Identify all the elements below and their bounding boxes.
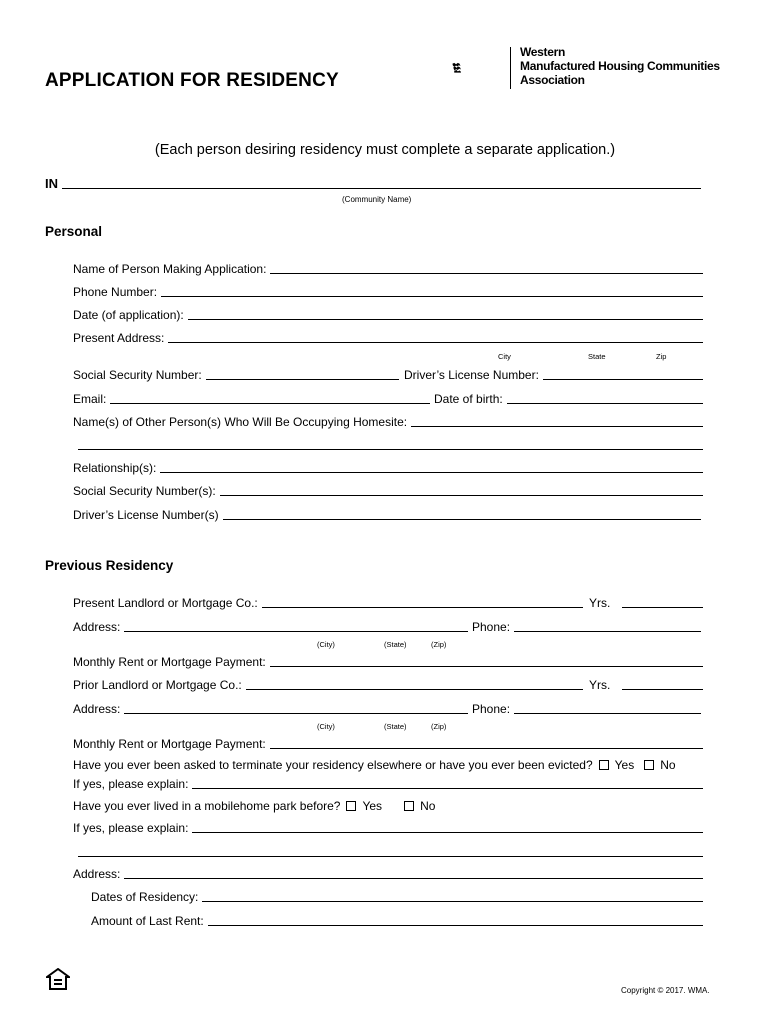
dates-of-residency-line[interactable]	[202, 890, 703, 902]
park-address-field[interactable]	[73, 867, 703, 881]
applicant-name-line[interactable]	[270, 262, 703, 274]
logo-line-3: Association	[520, 73, 585, 87]
previous-phone-1-field[interactable]	[472, 620, 701, 634]
dates-of-residency-field[interactable]	[91, 890, 703, 904]
other-ssns-field[interactable]	[73, 484, 703, 498]
previous-phone-2-label: Phone:	[472, 702, 511, 716]
previous-address-1-label: Address:	[73, 620, 121, 634]
monthly-rent-1-line[interactable]	[270, 655, 703, 667]
page-title: APPLICATION FOR RESIDENCY	[45, 70, 339, 91]
park-address-line[interactable]	[124, 867, 703, 879]
present-landlord-label: Present Landlord or Mortgage Co.:	[73, 596, 258, 610]
date-of-birth-field[interactable]	[434, 392, 703, 406]
previous-address-1-line[interactable]	[124, 620, 468, 632]
applicant-name-field[interactable]	[73, 262, 703, 276]
present-landlord-years-field[interactable]	[589, 596, 703, 610]
previous-phone-2-field[interactable]	[472, 702, 701, 716]
present-landlord-years-label: Yrs.	[589, 596, 611, 610]
dates-of-residency-label: Dates of Residency:	[91, 890, 199, 904]
eviction-no-label: No	[660, 758, 676, 772]
ssn-label: Social Security Number:	[73, 368, 202, 382]
monthly-rent-1-label: Monthly Rent or Mortgage Payment:	[73, 655, 266, 669]
zip-caption: Zip	[656, 352, 667, 361]
mobilehome-yes-label: Yes	[362, 799, 383, 813]
application-date-field[interactable]	[73, 308, 703, 322]
other-occupants-field[interactable]	[73, 415, 703, 429]
equal-housing-icon	[46, 968, 70, 990]
eviction-explain-line[interactable]	[192, 777, 703, 789]
mobilehome-question: Have you ever lived in a mobilehome park before?	[73, 799, 341, 813]
other-drivers-licenses-line[interactable]	[223, 508, 701, 520]
section-personal: Personal	[45, 224, 103, 239]
prior-landlord-years-line[interactable]	[622, 678, 703, 690]
zip-caption-2: (Zip)	[431, 722, 447, 731]
section-previous-residency: Previous Residency	[45, 558, 174, 573]
present-landlord-field[interactable]	[73, 596, 583, 610]
community-name-line[interactable]	[62, 177, 701, 189]
logo-text	[520, 45, 720, 87]
previous-address-1-field[interactable]	[73, 620, 468, 634]
application-date-line[interactable]	[188, 308, 703, 320]
other-ssns-line[interactable]	[220, 484, 703, 496]
date-of-birth-line[interactable]	[507, 392, 703, 404]
last-rent-line[interactable]	[208, 914, 703, 926]
logo-line-2: Manufactured Housing Communities	[520, 59, 720, 73]
present-address-field[interactable]	[73, 331, 703, 345]
monthly-rent-2-label: Monthly Rent or Mortgage Payment:	[73, 737, 266, 751]
date-of-birth-label: Date of birth:	[434, 392, 503, 406]
email-field[interactable]	[73, 392, 430, 406]
mobilehome-explain-line[interactable]	[192, 821, 703, 833]
applicant-name-label: Name of Person Making Application:	[73, 262, 267, 276]
relationships-label: Relationship(s):	[73, 461, 157, 475]
previous-phone-1-label: Phone:	[472, 620, 511, 634]
other-drivers-licenses-label: Driver’s License Number(s)	[73, 508, 219, 522]
state-caption: State	[588, 352, 606, 361]
city-caption-2: (City)	[317, 722, 335, 731]
email-label: Email:	[73, 392, 107, 406]
prior-landlord-field[interactable]	[73, 678, 583, 692]
mobilehome-question-row	[73, 799, 473, 813]
previous-phone-2-line[interactable]	[514, 702, 701, 714]
present-landlord-years-line[interactable]	[622, 596, 703, 608]
eviction-yes-label: Yes	[614, 758, 635, 772]
prior-landlord-years-label: Yrs.	[589, 678, 611, 692]
eviction-no-checkbox[interactable]	[644, 760, 654, 770]
previous-address-2-line[interactable]	[124, 702, 468, 714]
mobilehome-explain-field[interactable]	[73, 821, 703, 835]
state-caption-1: (State)	[384, 640, 407, 649]
application-date-label: Date (of application):	[73, 308, 184, 322]
zip-caption-1: (Zip)	[431, 640, 447, 649]
eviction-yes-checkbox[interactable]	[599, 760, 609, 770]
present-landlord-line[interactable]	[262, 596, 583, 608]
last-rent-label: Amount of Last Rent:	[91, 914, 204, 928]
eviction-question: Have you ever been asked to terminate your residency elsewhere or have you ever been evicted?	[73, 758, 593, 772]
logo-line-1: Western	[520, 45, 566, 59]
ssn-field[interactable]	[73, 368, 399, 382]
other-drivers-licenses-field[interactable]	[73, 508, 701, 522]
mobilehome-no-label: No	[420, 799, 436, 813]
ssn-line[interactable]	[206, 368, 399, 380]
mobilehome-explain-continuation[interactable]	[78, 845, 703, 859]
community-name-caption: (Community Name)	[342, 195, 412, 204]
subtitle: (Each person desiring residency must complete a separate application.)	[154, 142, 616, 158]
other-occupants-continuation[interactable]	[78, 438, 703, 452]
state-caption-2: (State)	[384, 722, 407, 731]
other-occupants-line-2[interactable]	[78, 438, 703, 450]
eviction-question-row	[73, 758, 703, 772]
prior-landlord-years-field[interactable]	[589, 678, 703, 692]
community-name-field[interactable]	[45, 176, 701, 191]
monthly-rent-1-field[interactable]	[73, 655, 703, 669]
present-address-line[interactable]	[168, 331, 703, 343]
park-address-label: Address:	[73, 867, 121, 881]
copyright: Copyright © 2017. WMA.	[621, 986, 710, 995]
mobilehome-explain-line-2[interactable]	[78, 845, 703, 857]
previous-address-2-label: Address:	[73, 702, 121, 716]
city-caption-1: (City)	[317, 640, 335, 649]
mobilehome-explain-label: If yes, please explain:	[73, 821, 189, 835]
wma-logo-icon	[452, 45, 510, 91]
prior-landlord-line[interactable]	[246, 678, 583, 690]
last-rent-field[interactable]	[91, 914, 703, 928]
drivers-license-label: Driver’s License Number:	[404, 368, 539, 382]
eviction-explain-label: If yes, please explain:	[73, 777, 189, 791]
phone-number-line[interactable]	[161, 285, 703, 297]
prior-landlord-label: Prior Landlord or Mortgage Co.:	[73, 678, 242, 692]
present-address-label: Present Address:	[73, 331, 165, 345]
phone-number-label: Phone Number:	[73, 285, 158, 299]
previous-address-2-field[interactable]	[73, 702, 468, 716]
phone-number-field[interactable]	[73, 285, 703, 299]
other-ssns-label: Social Security Number(s):	[73, 484, 216, 498]
eviction-explain-field[interactable]	[73, 777, 703, 791]
mobilehome-yes-checkbox[interactable]	[346, 801, 356, 811]
drivers-license-field[interactable]	[404, 368, 703, 382]
mobilehome-no-checkbox[interactable]	[404, 801, 414, 811]
city-caption: City	[498, 352, 511, 361]
other-occupants-line[interactable]	[411, 415, 703, 427]
relationships-field[interactable]	[73, 461, 703, 475]
other-occupants-label: Name(s) of Other Person(s) Who Will Be Occupying Homesite:	[73, 415, 408, 429]
monthly-rent-2-field[interactable]	[73, 737, 703, 751]
monthly-rent-2-line[interactable]	[270, 737, 703, 749]
previous-phone-1-line[interactable]	[514, 620, 701, 632]
drivers-license-line[interactable]	[543, 368, 703, 380]
email-line[interactable]	[110, 392, 430, 404]
relationships-line[interactable]	[160, 461, 703, 473]
in-label: IN	[45, 176, 58, 191]
logo-divider	[510, 47, 511, 89]
